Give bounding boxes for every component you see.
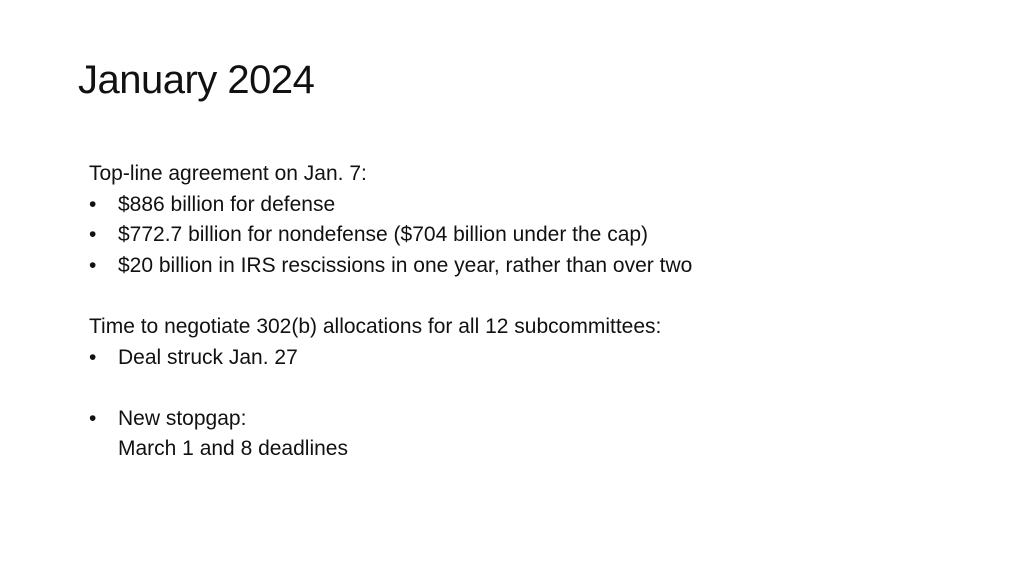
section-heading-allocations: Time to negotiate 302(b) allocations for all 12 subcommittees: bbox=[89, 314, 662, 338]
bullet-text: $20 billion in IRS rescissions in one year, rather than over two bbox=[118, 253, 693, 277]
bullet-text: $772.7 billion for nondefense ($704 billion under the cap) bbox=[118, 223, 649, 247]
bullet-continuation bbox=[89, 434, 969, 465]
bullet-marker: • bbox=[89, 345, 97, 369]
slide-body bbox=[89, 159, 969, 465]
bullet-text: Deal struck Jan. 27 bbox=[118, 345, 298, 369]
bullet-item bbox=[89, 404, 969, 435]
section-heading-topline: Top-line agreement on Jan. 7: bbox=[89, 162, 367, 185]
bullet-marker: • bbox=[89, 223, 97, 247]
bullet-text: $886 billion for defense bbox=[118, 192, 336, 216]
bullet-item bbox=[89, 343, 969, 374]
slide-title: January 2024 bbox=[78, 58, 315, 102]
bullet-marker: • bbox=[89, 253, 97, 277]
bullet-marker: • bbox=[89, 406, 97, 430]
bullet-item bbox=[89, 220, 969, 251]
bullet-marker: • bbox=[89, 192, 97, 216]
bullet-text: New stopgap: bbox=[118, 406, 247, 430]
bullet-item bbox=[89, 190, 969, 221]
spacer bbox=[89, 373, 969, 404]
bullet-text: March 1 and 8 deadlines bbox=[118, 437, 348, 461]
spacer bbox=[89, 281, 969, 312]
bullet-item bbox=[89, 251, 969, 282]
